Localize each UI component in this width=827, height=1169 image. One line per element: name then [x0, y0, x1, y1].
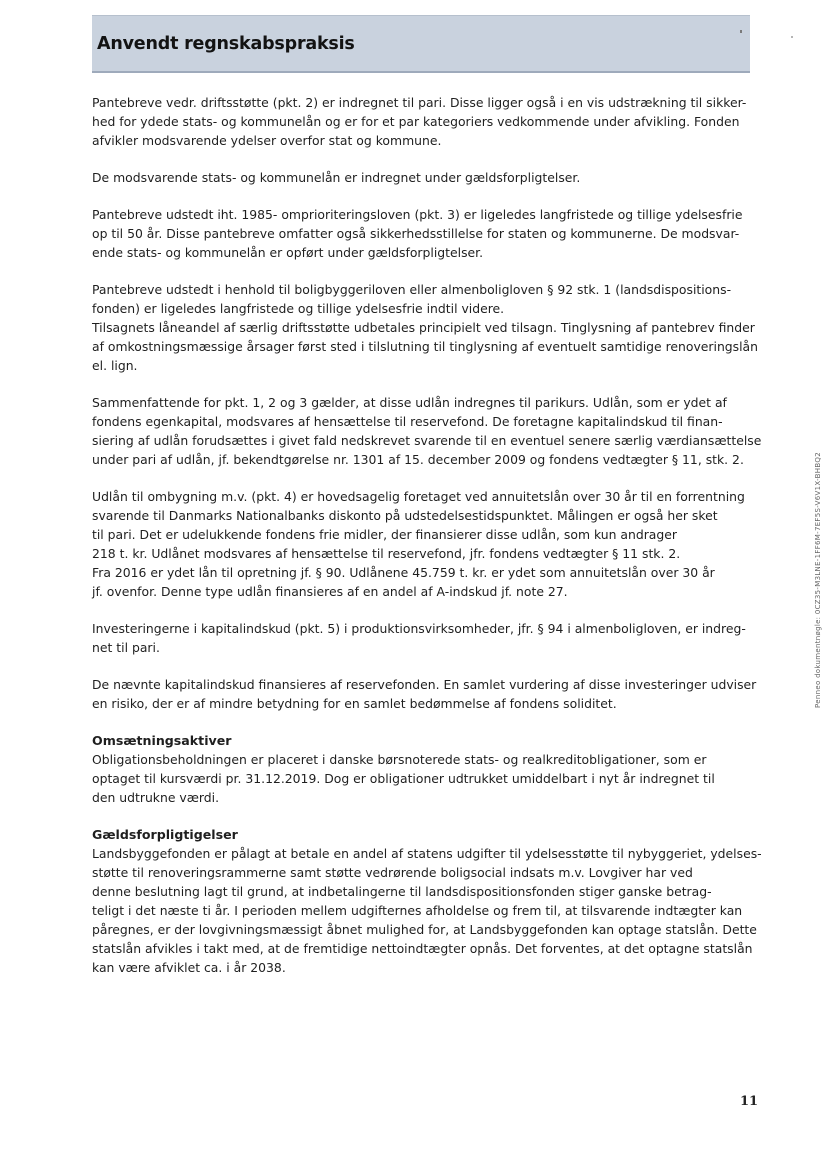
- section-gaeldsforpligtigelser: [92, 825, 762, 977]
- text-line: ende stats- og kommunelån er opført under gældsforpligtelser.: [92, 245, 484, 260]
- text-line: Udlån til ombygning m.v. (pkt. 4) er hovedsagelig foretaget ved annuitetslån over 30 år til en forrentning: [92, 489, 745, 504]
- text-line: jf. ovenfor. Denne type udlån finansieres af en andel af A-indskud jf. note 27.: [92, 584, 568, 599]
- text-line: en risiko, der er af mindre betydning for en samlet bedømmelse af fondens soliditet.: [92, 696, 617, 711]
- text-line: statslån afvikles i takt med, at de fremtidige nettoindtægter opnås. Det forventes, at det optagne statslån: [92, 941, 753, 956]
- text-line: Pantebreve udstedt iht. 1985- omprioriteringsloven (pkt. 3) er ligeledes langfristede og tillige ydelsesfrie: [92, 207, 743, 222]
- paragraph-pantebreve-driftsstoette: [92, 93, 752, 150]
- text-line: Pantebreve vedr. driftsstøtte (pkt. 2) er indregnet til pari. Disse ligger også i en vis udstrækning til sikker-: [92, 95, 747, 110]
- page-title: Anvendt regnskabspraksis: [97, 34, 355, 54]
- paragraph-omprioriteringsloven: [92, 205, 752, 262]
- section-header-band: [92, 15, 750, 73]
- text-line: teligt i det næste ti år. I perioden mellem udgifternes afholdelse og frem til, at tilsvarende indtægter kan: [92, 903, 743, 918]
- header-mark: [740, 30, 742, 33]
- text-line: Investeringerne i kapitalindskud (pkt. 5) i produktionsvirksomheder, jfr. § 94 i almenboligloven, er indreg-: [92, 621, 746, 636]
- paragraph-kapitalindskud: [92, 675, 757, 713]
- document-body: [92, 93, 762, 977]
- text-line: denne beslutning lagt til grund, at indbetalingerne til landsdispositionsfonden stiger ganske betrag-: [92, 884, 712, 899]
- text-line: fonden) er ligeledes langfristede og tillige ydelsesfrie indtil videre.: [92, 301, 505, 316]
- text-line: svarende til Danmarks Nationalbanks diskonto på udstedelsestidspunktet. Målingen er også her sket: [92, 508, 718, 523]
- text-line: afvikler modsvarende ydelser overfor stat og kommune.: [92, 133, 442, 148]
- document-key-text: Penneo dokumentnøgle: 0CZ35-M3LNE-1FF6M-7EF5S-V6V1X-BHBQ2: [814, 452, 822, 708]
- section-heading: Gældsforpligtigelser: [92, 827, 238, 842]
- page-number: 11: [740, 1094, 759, 1109]
- text-line: 218 t. kr. Udlånet modsvares af hensættelse til reservefond, jfr. fondens vedtægter § 11 stk. 2.: [92, 546, 681, 561]
- text-line: af omkostningsmæssige årsager først sted i tilslutning til tinglysning af eventuelt samtidige renoveringslån: [92, 339, 759, 354]
- paragraph-sammenfattende: [92, 393, 762, 469]
- section-heading: Omsætningsaktiver: [92, 733, 232, 748]
- signature-document-key-stamp: [812, 418, 824, 742]
- scan-speck: [791, 36, 793, 38]
- text-line: siering af udlån forudsættes i givet fald nedskrevet svarende til en eventuel senere særlig værdiansættelse: [92, 433, 762, 448]
- text-line: Landsbyggefonden er pålagt at betale en andel af statens udgifter til ydelsesstøtte til nybyggeriet, ydelses-: [92, 846, 762, 861]
- section-omsaetningsaktiver: [92, 731, 752, 807]
- text-line: De modsvarende stats- og kommunelån er indregnet under gældsforpligtelser.: [92, 170, 581, 185]
- text-line: Pantebreve udstedt i henhold til boligbyggeriloven eller almenboligloven § 92 stk. 1 (landsdispositions-: [92, 282, 732, 297]
- text-line: optaget til kursværdi pr. 31.12.2019. Dog er obligationer udtrukket umiddelbart i nyt år indregnet til: [92, 771, 715, 786]
- paragraph-modsvarende-laan: [92, 168, 752, 187]
- text-line: Tilsagnets låneandel af særlig driftsstøtte udbetales principielt ved tilsagn. Tinglysning af pantebrev finder: [92, 320, 755, 335]
- text-line: Fra 2016 er ydet lån til opretning jf. § 90. Udlånene 45.759 t. kr. er ydet som annuitetslån over 30 år: [92, 565, 715, 580]
- paragraph-boligbyggeriloven: [92, 280, 759, 375]
- text-line: Obligationsbeholdningen er placeret i danske børsnoterede stats- og realkreditobligationer, som er: [92, 752, 707, 767]
- text-line: støtte til renoveringsrammerne samt støtte vedrørende boligsocial indsats m.v. Lovgiver har ved: [92, 865, 693, 880]
- text-line: Sammenfattende for pkt. 1, 2 og 3 gælder, at disse udlån indregnes til parikurs. Udlån, som er ydet af: [92, 395, 727, 410]
- text-line: el. lign.: [92, 358, 138, 373]
- text-line: hed for ydede stats- og kommunelån og er for et par kategoriers vedkommende under afvikling. Fonden: [92, 114, 740, 129]
- text-line: under pari af udlån, jf. bekendtgørelse nr. 1301 af 15. december 2009 og fondens vedtægter § 11, stk. 2.: [92, 452, 744, 467]
- paragraph-investeringer: [92, 619, 752, 657]
- text-line: til pari. Det er udelukkende fondens frie midler, der finansierer disse udlån, som kun andrager: [92, 527, 677, 542]
- text-line: net til pari.: [92, 640, 160, 655]
- text-line: den udtrukne værdi.: [92, 790, 220, 805]
- text-line: op til 50 år. Disse pantebreve omfatter også sikkerhedsstillelse for staten og kommunerne. De modsvar-: [92, 226, 740, 241]
- paragraph-ombygning: [92, 487, 752, 601]
- text-line: påregnes, er der lovgivningsmæssigt åbnet mulighed for, at Landsbyggefonden kan optage statslån. Dette: [92, 922, 757, 937]
- text-line: De nævnte kapitalindskud finansieres af reservefonden. En samlet vurdering af disse investeringer udviser: [92, 677, 757, 692]
- text-line: fondens egenkapital, modsvares af hensættelse til reservefond. De foretagne kapitalindskud til finan-: [92, 414, 723, 429]
- text-line: kan være afviklet ca. i år 2038.: [92, 960, 286, 975]
